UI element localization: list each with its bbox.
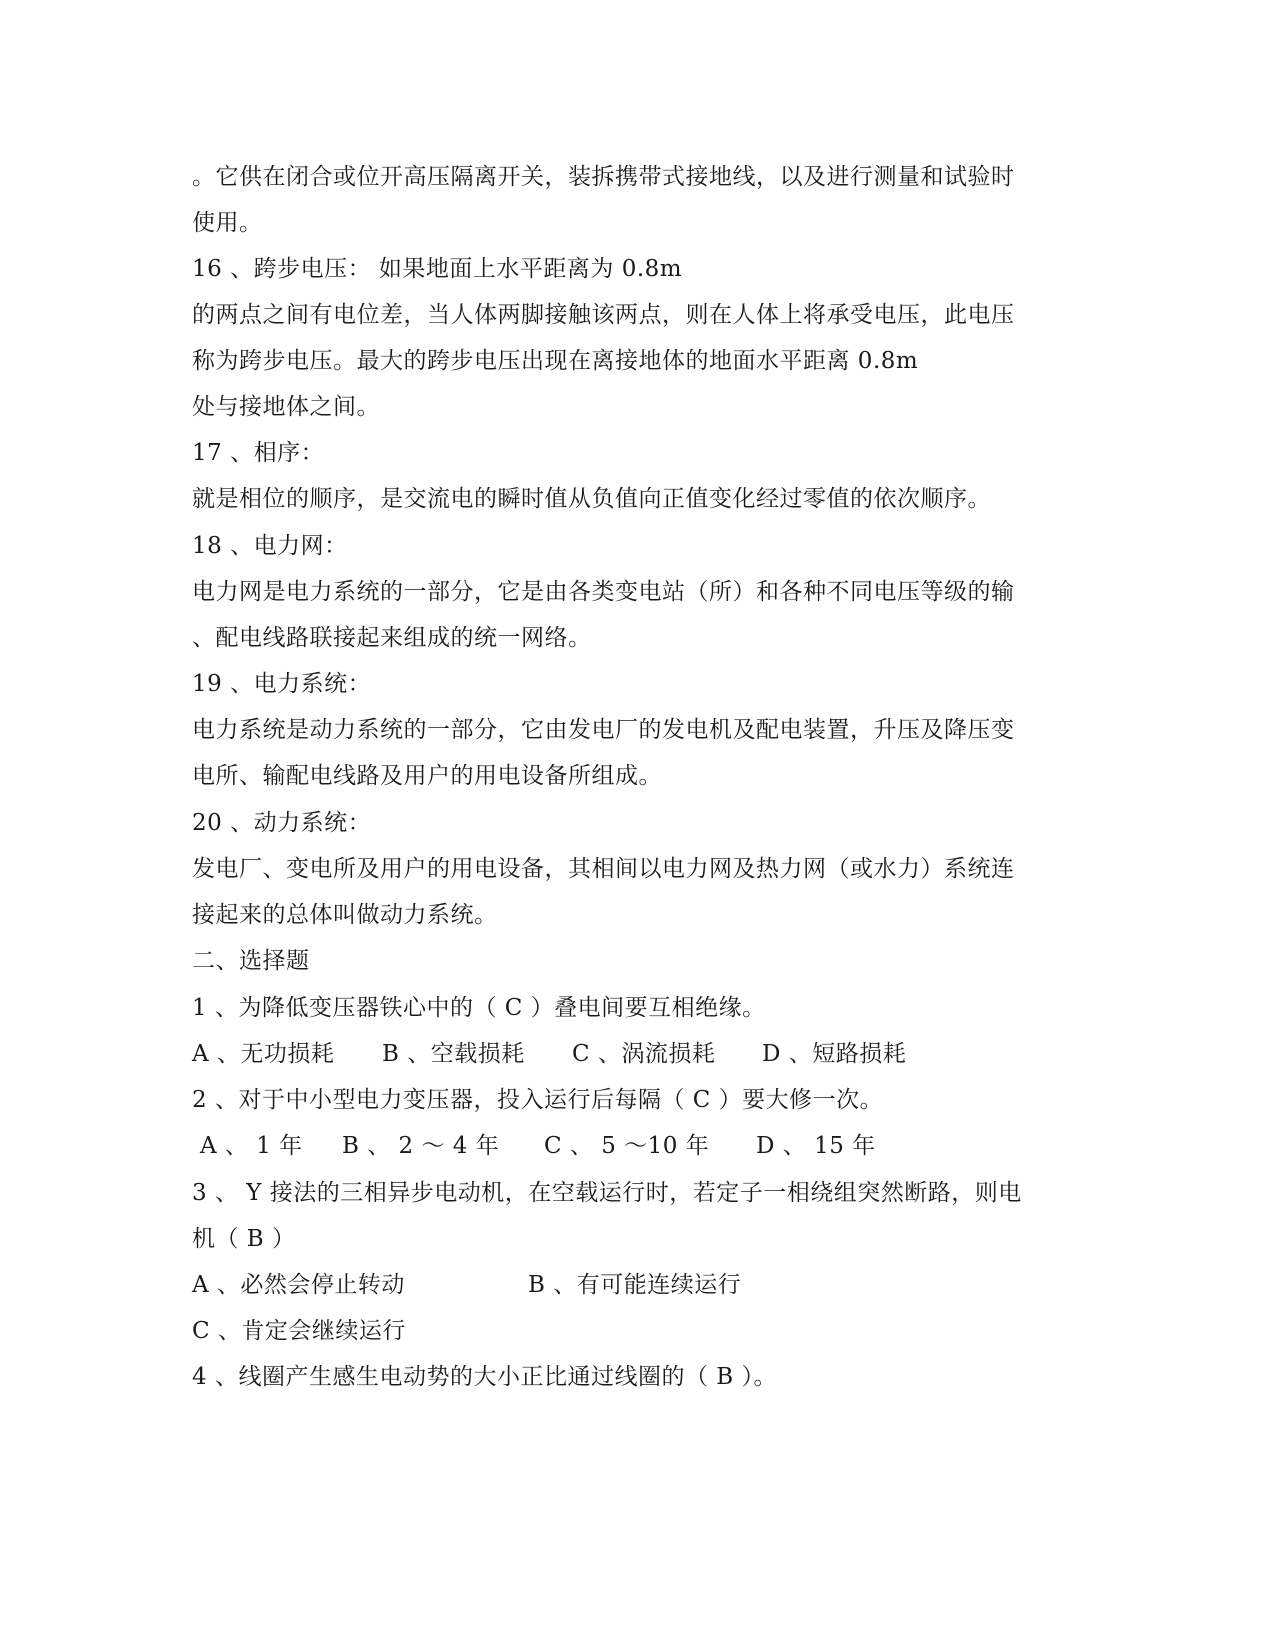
text-line: 电力系统是动力系统的一部分，它由发电厂的发电机及配电装置，升压及降压变 [192, 717, 1015, 743]
item-heading: 20 、动力系统： [192, 810, 372, 836]
text-line: 就是相位的顺序，是交流电的瞬时值从负值向正值变化经过零值的依次顺序。 [192, 486, 991, 512]
option-a: A 、 1 年 [200, 1133, 303, 1159]
text-line: 处与接地体之间。 [192, 394, 380, 420]
option-b: B 、有可能连续运行 [528, 1272, 742, 1298]
option-d: D 、短路损耗 [762, 1041, 907, 1067]
text-line: 电力网是电力系统的一部分，它是由各类变电站（所）和各种不同电压等级的输 [192, 579, 1015, 605]
option-d: D 、 15 年 [756, 1133, 876, 1159]
section-heading: 二、选择题 [192, 948, 310, 974]
option-a: A 、必然会停止转动 [192, 1272, 405, 1298]
text-line: 电所、输配电线路及用户的用电设备所组成。 [192, 763, 662, 789]
text-line: 。它供在闭合或位开高压隔离开关，装拆携带式接地线，以及进行测量和试验时 [192, 164, 1015, 190]
text-line: 称为跨步电压。最大的跨步电压出现在离接地体的地面水平距离 0.8m [192, 348, 919, 374]
item-heading: 19 、电力系统： [192, 671, 372, 697]
text-line: 、配电线路联接起来组成的统一网络。 [192, 625, 592, 651]
option-b: B 、 2 ～ 4 年 [342, 1133, 500, 1159]
option-a: A 、无功损耗 [192, 1041, 335, 1067]
text-line: 使用。 [192, 210, 263, 236]
item-heading: 18 、电力网： [192, 533, 348, 559]
text-line: 的两点之间有电位差，当人体两脚接触该两点，则在人体上将承受电压，此电压 [192, 302, 1015, 328]
option-c: C 、肯定会继续运行 [192, 1318, 406, 1344]
question-1: 1 、为降低变压器铁心中的（ C ）叠电间要互相绝缘。 [192, 995, 766, 1021]
question-3: 3 、 Y 接法的三相异步电动机，在空载运行时，若定子一相绕组突然断路，则电 [192, 1180, 1022, 1206]
text-line: 发电厂、变电所及用户的用电设备，其相间以电力网及热力网（或水力）系统连 [192, 856, 1015, 882]
option-b: B 、空载损耗 [382, 1041, 525, 1067]
question-2: 2 、对于中小型电力变压器，投入运行后每隔（ C ）要大修一次。 [192, 1087, 884, 1113]
question-4: 4 、线圈产生感生电动势的大小正比通过线圈的（ B ）。 [192, 1364, 777, 1390]
item-heading: 17 、相序： [192, 440, 325, 466]
item-heading: 16 、跨步电压： 如果地面上水平距离为 0.8m [192, 256, 683, 282]
option-c: C 、 5 ～10 年 [544, 1133, 710, 1159]
text-line: 机（ B ） [192, 1226, 296, 1252]
text-line: 接起来的总体叫做动力系统。 [192, 902, 498, 928]
option-c: C 、涡流损耗 [572, 1041, 716, 1067]
